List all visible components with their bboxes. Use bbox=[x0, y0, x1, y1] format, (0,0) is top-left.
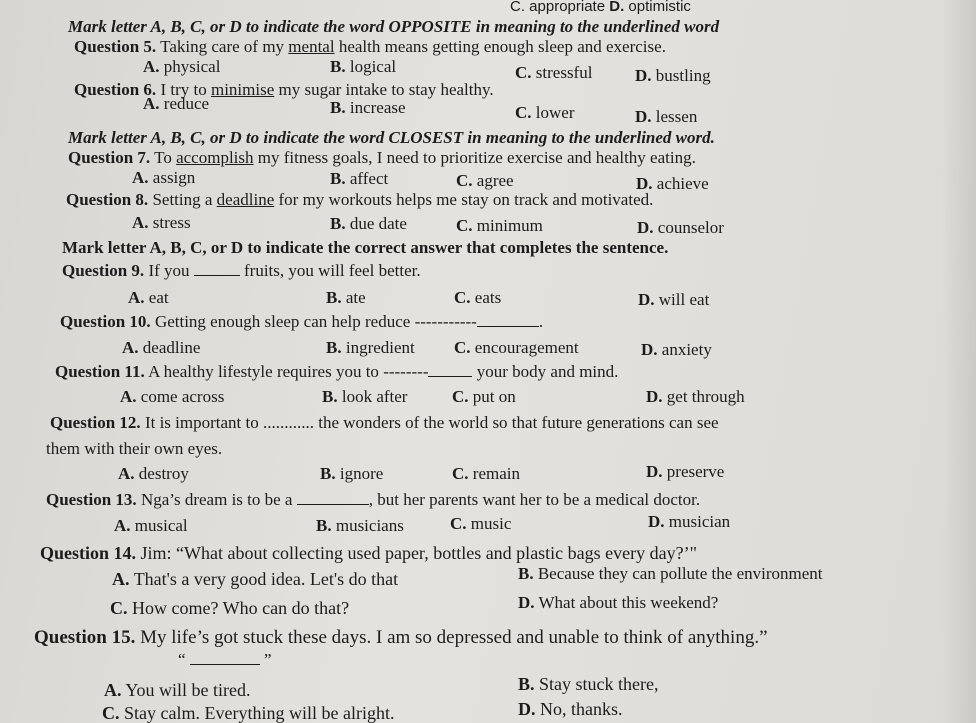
q8-option-d[interactable] bbox=[637, 218, 724, 238]
q15-option-d[interactable] bbox=[518, 699, 623, 719]
option-text: No, thanks. bbox=[540, 699, 623, 719]
answer-blank bbox=[297, 490, 369, 505]
question-text: Getting enough sleep can help reduce bbox=[154, 312, 411, 331]
q13-option-a[interactable] bbox=[114, 516, 188, 536]
top-option-d-key: D. bbox=[609, 0, 625, 15]
question-text: health means getting enough sleep and exercise. bbox=[338, 37, 666, 56]
question-number: Question 5. bbox=[74, 37, 157, 56]
q6-option-d[interactable] bbox=[635, 107, 697, 127]
option-key: B. bbox=[330, 98, 346, 117]
question-10 bbox=[60, 312, 543, 332]
option-text: ingredient bbox=[345, 338, 415, 357]
option-key: C. bbox=[110, 598, 128, 618]
q13-option-d[interactable] bbox=[648, 512, 730, 532]
question-12 bbox=[50, 413, 719, 433]
underlined-word: deadline bbox=[216, 190, 275, 209]
q5-option-d[interactable] bbox=[635, 66, 711, 86]
q10-option-d[interactable] bbox=[641, 340, 712, 360]
option-text: music bbox=[470, 514, 512, 533]
option-key: D. bbox=[637, 218, 654, 237]
option-text: get through bbox=[666, 387, 745, 406]
option-key: A. bbox=[128, 288, 145, 307]
option-key: A. bbox=[143, 57, 160, 76]
option-text: ignore bbox=[339, 464, 384, 483]
section-instruction-closest: Mark letter A, B, C, or D to indicate the word CLOSEST in meaning to the underlined word. bbox=[68, 128, 715, 147]
q14-option-a[interactable] bbox=[112, 569, 398, 589]
option-key: B. bbox=[316, 516, 332, 535]
q12-option-b[interactable] bbox=[320, 464, 383, 484]
option-text: lessen bbox=[655, 107, 698, 126]
question-13 bbox=[46, 490, 700, 510]
option-key: B. bbox=[330, 214, 346, 233]
option-key: A. bbox=[112, 569, 130, 589]
option-text: stress bbox=[152, 213, 191, 232]
option-key: C. bbox=[456, 171, 473, 190]
q9-option-b[interactable] bbox=[326, 288, 366, 308]
option-text: encouragement bbox=[474, 338, 579, 357]
question-12-continued: them with their own eyes. bbox=[46, 439, 223, 458]
option-key: D. bbox=[648, 512, 665, 531]
open-quote: “ bbox=[178, 650, 186, 669]
option-text: musical bbox=[134, 516, 188, 535]
q8-option-c[interactable] bbox=[456, 216, 543, 236]
question-text: If you bbox=[148, 261, 190, 280]
option-key: C. bbox=[452, 464, 469, 483]
q8-option-b[interactable] bbox=[330, 214, 407, 234]
q13-option-b[interactable] bbox=[316, 516, 404, 536]
question-text: Nga’s dream is to be a bbox=[140, 490, 293, 509]
option-text: You will be tired. bbox=[125, 680, 251, 700]
option-key: D. bbox=[646, 462, 663, 481]
option-key: C. bbox=[454, 288, 471, 307]
option-text: musicians bbox=[335, 516, 404, 535]
question-text: my sugar intake to stay healthy. bbox=[278, 80, 494, 99]
option-key: D. bbox=[518, 593, 535, 612]
question-text: your body and mind. bbox=[476, 362, 619, 381]
q14-option-b[interactable] bbox=[518, 564, 823, 584]
option-key: B. bbox=[330, 57, 346, 76]
option-key: B. bbox=[326, 338, 342, 357]
question-8 bbox=[66, 190, 653, 210]
question-text: my fitness goals, I need to prioritize exercise and healthy eating. bbox=[257, 148, 696, 167]
underlined-word: mental bbox=[288, 37, 335, 56]
question-number: Question 6. bbox=[74, 80, 157, 99]
option-text: increase bbox=[349, 98, 406, 117]
option-text: anxiety bbox=[661, 340, 712, 359]
option-key: D. bbox=[636, 174, 653, 193]
answer-dashes: -------- bbox=[383, 362, 429, 381]
q11-option-a[interactable] bbox=[120, 387, 224, 407]
option-text: reduce bbox=[163, 94, 210, 113]
q14-option-d[interactable] bbox=[518, 593, 718, 613]
option-key: C. bbox=[452, 387, 469, 406]
option-text: deadline bbox=[142, 338, 201, 357]
underlined-word: minimise bbox=[210, 80, 275, 99]
q11-option-c[interactable] bbox=[452, 387, 516, 407]
question-15 bbox=[34, 628, 768, 648]
question-15-answer-blank bbox=[178, 650, 272, 670]
option-key: A. bbox=[132, 168, 149, 187]
question-text: for my workouts helps me stay on track and motivated. bbox=[278, 190, 654, 209]
q11-option-b[interactable] bbox=[322, 387, 407, 407]
option-key: D. bbox=[641, 340, 658, 359]
question-text: To bbox=[154, 148, 172, 167]
option-key: B. bbox=[330, 169, 346, 188]
option-text: put on bbox=[472, 387, 516, 406]
question-text: Setting a bbox=[152, 190, 213, 209]
question-9 bbox=[62, 261, 421, 281]
q10-option-b[interactable] bbox=[326, 338, 415, 358]
option-text: affect bbox=[349, 169, 389, 188]
option-text: come across bbox=[140, 387, 225, 406]
option-key: B. bbox=[320, 464, 336, 483]
question-text: Taking care of my bbox=[160, 37, 285, 56]
question-text: It is important to bbox=[144, 413, 259, 432]
question-number: Question 12. bbox=[50, 413, 141, 432]
option-text: lower bbox=[535, 103, 575, 122]
q6-option-a[interactable] bbox=[143, 94, 209, 114]
option-key: C. bbox=[515, 103, 532, 122]
top-option-c-text: appropriate bbox=[529, 0, 606, 15]
option-text: will eat bbox=[658, 290, 710, 309]
question-7 bbox=[68, 148, 696, 168]
option-text: due date bbox=[349, 214, 407, 233]
q12-option-a[interactable] bbox=[118, 464, 189, 484]
question-number: Question 10. bbox=[60, 312, 151, 331]
q7-option-b[interactable] bbox=[330, 169, 388, 189]
q9-option-a[interactable] bbox=[128, 288, 169, 308]
option-key: C. bbox=[454, 338, 471, 357]
question-number: Question 7. bbox=[68, 148, 151, 167]
question-text: I try to bbox=[160, 80, 207, 99]
question-number: Question 8. bbox=[66, 190, 149, 209]
close-quote: ” bbox=[264, 650, 272, 669]
option-key: D. bbox=[518, 699, 536, 719]
option-key: B. bbox=[326, 288, 342, 307]
option-key: D. bbox=[635, 107, 652, 126]
question-number: Question 14. bbox=[40, 543, 137, 563]
top-fragment bbox=[510, 0, 691, 17]
option-text: logical bbox=[349, 57, 397, 76]
q7-option-c[interactable] bbox=[456, 171, 514, 191]
option-key: D. bbox=[646, 387, 663, 406]
q8-option-a[interactable] bbox=[132, 213, 191, 233]
q5-option-c[interactable] bbox=[515, 63, 592, 83]
option-key: C. bbox=[450, 514, 467, 533]
question-14 bbox=[40, 543, 697, 563]
option-key: A. bbox=[143, 94, 160, 113]
answer-dashes: ----------- bbox=[414, 312, 477, 331]
question-text: , but her parents want her to be a medical doctor. bbox=[368, 490, 701, 509]
option-text: That's a very good idea. Let's do that bbox=[133, 569, 399, 589]
option-key: B. bbox=[518, 674, 535, 694]
q14-option-c[interactable] bbox=[110, 598, 349, 618]
q7-option-a[interactable] bbox=[132, 168, 195, 188]
question-text: the wonders of the world so that future generations can see bbox=[318, 413, 719, 432]
option-text: How come? Who can do that? bbox=[132, 598, 350, 618]
option-text: stressful bbox=[535, 63, 593, 82]
q15-option-a[interactable] bbox=[104, 680, 251, 700]
q12-option-d[interactable] bbox=[646, 462, 724, 482]
option-text: assign bbox=[152, 168, 196, 187]
question-text: My life’s got stuck these days. I am so depressed and unable to think of anything.” bbox=[140, 627, 768, 648]
question-text: . bbox=[538, 312, 544, 331]
option-key: A. bbox=[104, 680, 122, 700]
question-6 bbox=[74, 80, 494, 100]
option-key: D. bbox=[635, 66, 652, 85]
option-text: What about this weekend? bbox=[538, 593, 719, 612]
question-text: Jim: “What about collecting used paper, bottles and plastic bags every day?’" bbox=[140, 543, 697, 563]
option-key: A. bbox=[120, 387, 137, 406]
option-text: ate bbox=[345, 288, 366, 307]
q10-option-a[interactable] bbox=[122, 338, 200, 358]
top-option-d-text: optimistic bbox=[628, 0, 691, 15]
option-key: D. bbox=[638, 290, 655, 309]
question-text: fruits, you will feel better. bbox=[244, 261, 421, 280]
option-text: look after bbox=[341, 387, 408, 406]
option-text: preserve bbox=[666, 462, 725, 481]
q11-option-d[interactable] bbox=[646, 387, 745, 407]
option-text: destroy bbox=[138, 464, 189, 483]
q15-option-c[interactable] bbox=[102, 703, 394, 723]
section-instruction-opposite: Mark letter A, B, C, or D to indicate the word OPPOSITE in meaning to the underlined word bbox=[68, 17, 720, 36]
option-text: remain bbox=[472, 464, 520, 483]
q5-option-a[interactable] bbox=[143, 57, 220, 77]
option-text: eat bbox=[148, 288, 169, 307]
option-key: A. bbox=[132, 213, 149, 232]
section-instruction-complete: Mark letter A, B, C, or D to indicate the correct answer that completes the sentence. bbox=[62, 238, 669, 257]
option-text: counselor bbox=[657, 218, 724, 237]
option-text: achieve bbox=[656, 174, 709, 193]
option-key: A. bbox=[114, 516, 131, 535]
option-text: Because they can pollute the environment bbox=[537, 564, 823, 583]
underlined-word: accomplish bbox=[176, 148, 254, 167]
option-key: A. bbox=[118, 464, 135, 483]
page-edge-shadow bbox=[942, 0, 976, 723]
option-key: A. bbox=[122, 338, 139, 357]
q6-option-b[interactable] bbox=[330, 98, 406, 118]
answer-dots: ............ bbox=[262, 413, 314, 432]
question-number: Question 15. bbox=[34, 627, 136, 648]
option-text: Stay calm. Everything will be alright. bbox=[124, 703, 395, 723]
option-key: B. bbox=[322, 387, 338, 406]
q13-option-c[interactable] bbox=[450, 514, 511, 534]
option-key: C. bbox=[456, 216, 473, 235]
option-text: agree bbox=[476, 171, 514, 190]
option-text: eats bbox=[474, 288, 502, 307]
question-number: Question 13. bbox=[46, 490, 137, 509]
top-option-c-key: C. bbox=[510, 0, 525, 15]
question-11 bbox=[55, 362, 618, 382]
option-text: musician bbox=[668, 512, 731, 531]
q9-option-d[interactable] bbox=[638, 290, 709, 310]
q12-option-c[interactable] bbox=[452, 464, 520, 484]
question-number: Question 9. bbox=[62, 261, 145, 280]
q10-option-c[interactable] bbox=[454, 338, 579, 358]
answer-blank bbox=[428, 362, 472, 377]
answer-blank bbox=[477, 312, 539, 327]
q9-option-c[interactable] bbox=[454, 288, 501, 308]
answer-blank bbox=[194, 261, 240, 276]
option-text: physical bbox=[163, 57, 221, 76]
q6-option-c[interactable] bbox=[515, 103, 575, 123]
option-key: C. bbox=[515, 63, 532, 82]
option-text: bustling bbox=[655, 66, 711, 85]
q15-option-b[interactable] bbox=[518, 674, 659, 694]
question-number: Question 11. bbox=[55, 362, 145, 381]
option-key: C. bbox=[102, 703, 120, 723]
option-text: minimum bbox=[476, 216, 543, 235]
option-text: Stay stuck there, bbox=[539, 674, 659, 694]
question-5 bbox=[74, 37, 666, 57]
q5-option-b[interactable] bbox=[330, 57, 396, 77]
answer-blank bbox=[190, 650, 260, 665]
option-key: B. bbox=[518, 564, 534, 583]
question-text: A healthy lifestyle requires you to bbox=[148, 362, 379, 381]
